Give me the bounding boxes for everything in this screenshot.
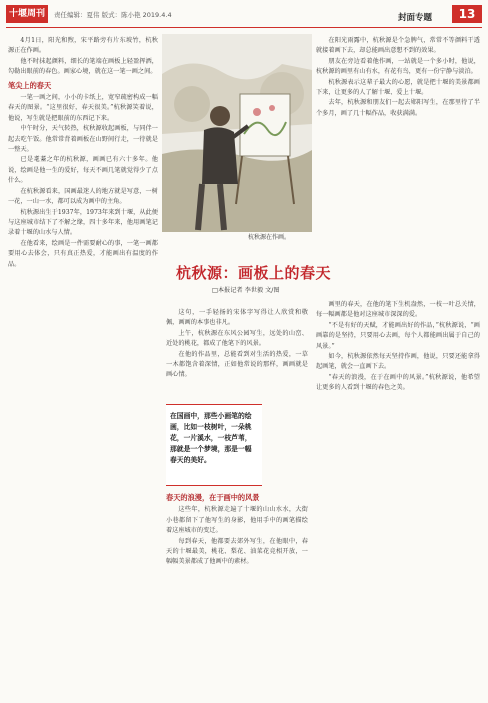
page-number: 13 — [452, 5, 482, 23]
article-column-2-bottom — [166, 490, 308, 696]
paragraph: 上午，杭秋源在东风公园写生，远处的山峦、近处的桃花，都成了他笔下的风景。 — [166, 329, 308, 348]
article-column-3-bottom — [316, 300, 480, 696]
paragraph: 一笔一画之间，小小的卡纸上，宽窄疏密构成一幅春天的图景。“这里很好，春天很美。”杭秋源笑着说，他说，写生就是把眼前的东西记下来。 — [8, 94, 158, 122]
subheading: 春天的浪漫，在于画中的风景 — [166, 493, 260, 502]
paragraph: 在阳光雨露中，杭秋源是个急脾气，常常不等颜料干透就接着画下去，却总能画出意想不到的效果。 — [316, 37, 480, 55]
paragraph: 杭秋源出生于1937年，1973年来到十堰，从此便与这座城市结下了不解之缘，四十多年来，他用画笔记录着十堰的山水与人情。 — [8, 208, 158, 237]
paragraph: 在他的作品里，总能看到对生活的热爱，一草一木都饱含着深情，正如他常说的那样，画画就是画心情。 — [166, 350, 308, 379]
article-column-2-top — [166, 308, 308, 404]
painter-photo — [162, 34, 312, 232]
article-column-3-top — [316, 36, 480, 294]
section-label: 封面专题 — [398, 13, 433, 23]
pull-quote — [166, 404, 262, 486]
paragraph: “春天的浪漫，在于在画中的风景。”杭秋源说，他希望让更多的人看到十堰的春色之美。 — [316, 373, 480, 392]
article-byline: □本报记者 李世毅 文/图 — [212, 287, 280, 294]
paragraph: 去年，杭秋源和朋友们一起去郧阳写生，在那里待了半个多月，画了几十幅作品，收获满满。 — [316, 99, 480, 117]
editor-line: 责任编辑：夏伟 版式：陈小艳 2019.4.4 — [54, 11, 172, 19]
paragraph: 在他看来，绘画是一件需要耐心的事，一笔一画都要用心去体会，只有真正热爱，才能画出有温度的作品。 — [8, 239, 158, 268]
paragraph: 这些年，杭秋源走遍了十堰的山山水水，大街小巷都留下了他写生的身影，他用手中的画笔描绘着这座城市的变迁。 — [166, 506, 308, 535]
paragraph: 每到春天，他都要去郊外写生，在他眼中，春天的十堰最美，桃花、梨花、油菜花竞相开放，一幅幅美景都成了他画中的素材。 — [166, 537, 308, 566]
paragraph: 已是耄耋之年的杭秋源，画画已有六十多年。他说，绘画是他一生的爱好，每天不画几笔就觉得少了点什么。 — [8, 156, 158, 185]
subheading: 笔尖上的春天 — [8, 80, 52, 90]
paragraph: 中午时分，天气转热，杭秋源收起画板，与同伴一起去吃午饭。他常常背着画板在山野间行走，一待就是一整天。 — [8, 125, 158, 154]
paragraph: “不是有好的天赋，才能画出好的作品，”杭秋源说，“画画靠的是坚持，只要用心去画，每个人都能画出属于自己的风景。” — [316, 321, 480, 350]
painter-photo-illustration — [162, 34, 312, 232]
page-header — [0, 0, 488, 30]
article-title: 杭秋源：画板上的春天 — [176, 264, 332, 282]
paragraph: 朋友在旁边看着他作画，一站就是一个多小时，他说，杭秋源的画里有山有水，有花有鸟，更有一份宁静与淡泊。 — [316, 57, 480, 76]
paragraph: 如今，杭秋源依然每天坚持作画，他说，只要还能拿得起画笔，就会一直画下去。 — [316, 353, 480, 371]
photo-caption: 杭秋源在作画。 — [248, 234, 291, 241]
pull-quote-text: 在国画中，那些小画笔的绘画，比如一枝树叶，一朵桃花，一片溪水，一枝芦苇，那就是一个梦境，那是一幅春天的美好。 — [170, 412, 252, 464]
paragraph: 这句，一手轻扬的宋体字写得让人欣赏和敬佩，画画的本事也非凡。 — [166, 309, 308, 327]
paragraph: 画里的春天，在他的笔下生机盎然，一枝一叶总关情，每一幅画都是他对这座城市深深的爱。 — [316, 301, 480, 319]
article-column-1 — [8, 36, 158, 696]
masthead: 十堰周刊 — [6, 5, 48, 23]
paragraph: 4月1日，阳光和煦，宋平路旁有片东坡竹，杭秋源正在作画。 — [8, 37, 158, 55]
article-column-2-side — [266, 404, 308, 488]
header-divider — [6, 27, 482, 28]
paragraph: 杭秋源表示这辈子最大的心愿，就是把十堰的美景都画下来，让更多的人了解十堰、爱上十堰。 — [316, 78, 480, 97]
paragraph: 在杭秋源看来，国画最迷人的地方就是写意，一树一花，一山一水，都可以成为画中的主角。 — [8, 187, 158, 206]
paragraph: 他不时抹起颜料，细长的笔端在画板上轻盈挥洒，勾勒出眼前的春色。画家心境，就在这一笔一画之间。 — [8, 57, 158, 76]
